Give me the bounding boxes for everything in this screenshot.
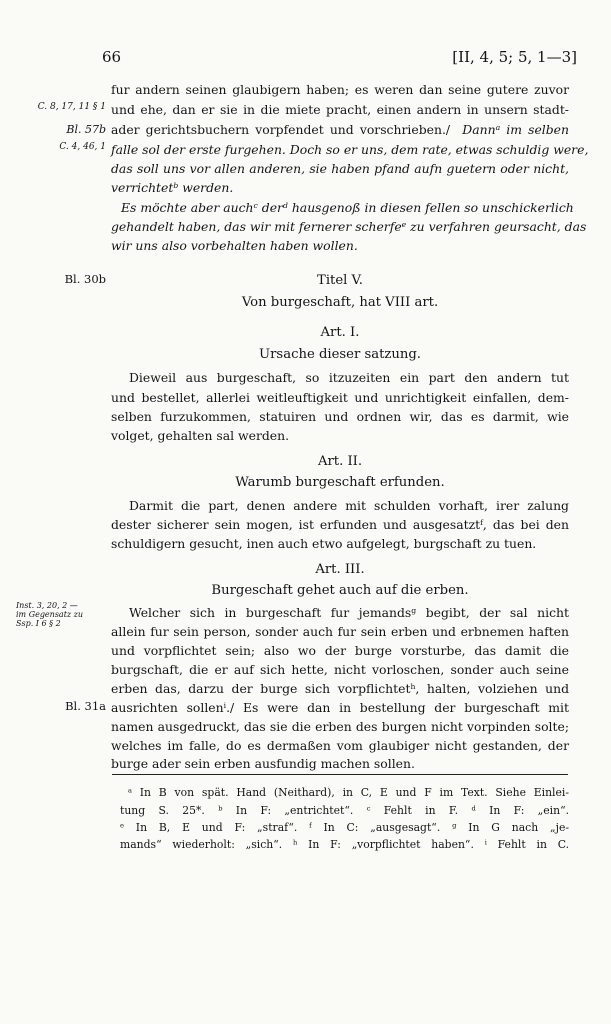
margin-citation-line: im Gegensatz zu (16, 610, 84, 620)
text-line (111, 519, 569, 531)
text-span: der (257, 200, 283, 215)
text-span: zu verfahren geursacht, das (406, 219, 587, 234)
margin-citation: C. 8, 17, 11 § 1 (37, 102, 106, 112)
text-line: Dieweil aus burgeschaft, so itzuzeiten ein part den andern tut (129, 370, 569, 385)
text-line: fur andern seinen glaubigern haben; es weren dan seine gutere zuvor (111, 82, 569, 97)
text-line: allein fur sein person, sonder auch fur sein erben und erbnemen haften (111, 624, 569, 639)
text-line: ader gerichtsbuchern vorpfendet und vorschrieben./ Dann$^a$ im selben (111, 122, 569, 137)
text-line: welches im falle, do es dermaßen vom glaubiger nicht gestanden, der (111, 738, 569, 753)
text-line: ausrichten sollen$^i$./ Es were dan in bestellung der burgeschaft mit (111, 700, 569, 715)
text-line: namen ausgedruckt, das sie die erben des burgen nicht vorpinden solte; (111, 719, 569, 734)
text-line (111, 182, 569, 194)
text-span: Dann (462, 122, 496, 137)
text-span: gehandelt haben, das wir mit fernerer scherfe (111, 219, 402, 234)
footnote-text: In C: „ausgesagt“. (311, 821, 441, 834)
footnote-marker: i (223, 701, 227, 711)
article-subtitle: Ursache dieser satzung. (259, 347, 421, 362)
text-line: wir uns also vorbehalten haben wollen. (111, 238, 358, 253)
text-span: verrichtet (111, 180, 174, 195)
page-number: 66 (102, 48, 122, 66)
text-span: Es möchte aber auch (121, 200, 254, 215)
text-line: selben furzukommen, statuiren und ordnen wir, das es darmit, wie (111, 409, 569, 424)
text-line: burge ader sein erben ausfundig machen sollen. (111, 756, 415, 771)
footnote-text: In B, E und F: „straf“. (123, 821, 298, 834)
text-span: , halten, volziehen und (415, 681, 570, 696)
article-heading: Art. III. (315, 562, 365, 577)
footnote-line (120, 806, 569, 817)
text-span: . (226, 700, 231, 715)
footnote-text: In F: „vorpflichtet haben“. (297, 838, 474, 851)
footnote-marker: h (293, 838, 298, 847)
footnote-line (120, 823, 569, 834)
footnote-text: mands“ wiederholt: „sich“. (120, 838, 283, 851)
text-span: ader gerichtsbuchern vorpfendet und vorschrieben. (111, 122, 446, 137)
footnote-line (120, 788, 569, 799)
text-line: Darmit die part, denen andere mit schulden vorhaft, irer zalung (129, 498, 569, 513)
text-line (111, 219, 587, 234)
text-span: , das bei den (482, 517, 569, 532)
footnote-text: In G nach „je- (456, 821, 569, 834)
margin-citation: C. 4, 46, 1 (59, 142, 106, 152)
article-heading: Art. I. (320, 325, 360, 340)
text-span: werden. (178, 180, 234, 195)
footnote-text: In F: „entrichtet“. (222, 804, 354, 817)
page-reference: [II, 4, 5; 5, 1—3] (452, 48, 577, 66)
footnote-text: Fehlt in C. (486, 838, 570, 851)
article-heading: Art. II. (317, 454, 363, 469)
text-line: burgschaft, die er auf sich hette, nicht vorloschen, sonder auch seine (111, 662, 569, 677)
margin-folio: Bl. 57b (66, 123, 106, 136)
footnote-text: Fehlt in F. (370, 804, 459, 817)
footnote-marker: b (218, 804, 223, 813)
text-line (111, 200, 574, 215)
footnote-marker: a (495, 123, 501, 133)
footnote-text: In B von spät. Hand (Neithard), in C, E und F im Text. Siehe Einlei- (132, 786, 569, 799)
text-span: begibt, der sal nicht (416, 605, 569, 620)
margin-citation-block (16, 601, 83, 629)
text-span: hausgenoß in diesen fellen so unschickerlich (287, 200, 574, 215)
text-line: und bestellet, allerlei weitleuftigkeit und unrichtigkeit einfallen, dem- (111, 390, 569, 405)
article-subtitle: Warumb burgeschaft erfunden. (235, 475, 445, 490)
footnote-marker: a (128, 786, 132, 795)
margin-folio: Bl. 31a (65, 699, 106, 713)
article-subtitle: Burgeschaft gehet auch auf die erben. (211, 583, 469, 598)
footnote-marker: b (173, 181, 179, 191)
footnote-text: tung S. 25*. (120, 804, 205, 817)
footnote-text: In F: „ein“. (475, 804, 570, 817)
text-span: Es were dan in bestellung der burgeschaft mit (234, 700, 569, 715)
margin-folio: Bl. 30b (64, 272, 106, 286)
footnote-marker: h (410, 682, 416, 692)
text-line: schuldigern gesucht, inen auch etwo aufgelegt, burgschaft zu tuen. (111, 536, 537, 551)
text-line: und ehe, dan er sie in die miete pracht, einen andern in unsern stadt- (111, 102, 569, 117)
footnote-marker: f (309, 821, 312, 830)
margin-citation-line: Ssp. I 6 § 2 (16, 619, 61, 629)
margin-citation-line: Inst. 3, 20, 2 — (16, 601, 78, 610)
text-span: ausrichten sollen (111, 700, 224, 715)
footnote-marker: c (366, 804, 371, 813)
text-line: das soll uns vor allen anderen, sie haben pfand aufn guetern oder nicht, (111, 161, 569, 176)
footnote-marker: d (282, 201, 288, 211)
footnote-marker: g (452, 821, 457, 830)
footnote-marker: d (471, 804, 476, 813)
footnote-marker: e (120, 821, 124, 830)
text-line (111, 607, 569, 619)
footnote-marker: f (480, 518, 483, 528)
text-line: falle sol der erste furgehen. Doch so er uns, dem rate, etwas schuldig were, (111, 142, 589, 157)
footnote-marker: e (401, 220, 407, 230)
text-span: dester sicherer sein mogen, ist erfunden und ausgesatzt (111, 517, 481, 532)
footnote-marker: g (411, 606, 417, 616)
text-span: Welcher sich in burgeschaft fur jemands (129, 605, 412, 620)
footnote-divider (112, 774, 568, 775)
text-line: und vorpflichtet sein; also wo der burge vorsturbe, das damit die (111, 643, 569, 658)
text-line: volget, gehalten sal werden. (111, 428, 290, 443)
section-title: Titel V. (317, 273, 363, 288)
text-line (111, 683, 569, 695)
footnote-marker: c (253, 201, 258, 211)
footnote-line (120, 840, 569, 851)
section-subtitle: Von burgeschaft, hat VIII art. (241, 295, 439, 310)
footnote-marker: i (484, 838, 487, 847)
text-span: im selben (506, 122, 569, 137)
text-span: erben das, darzu der burge sich vorpflichtet (111, 681, 411, 696)
